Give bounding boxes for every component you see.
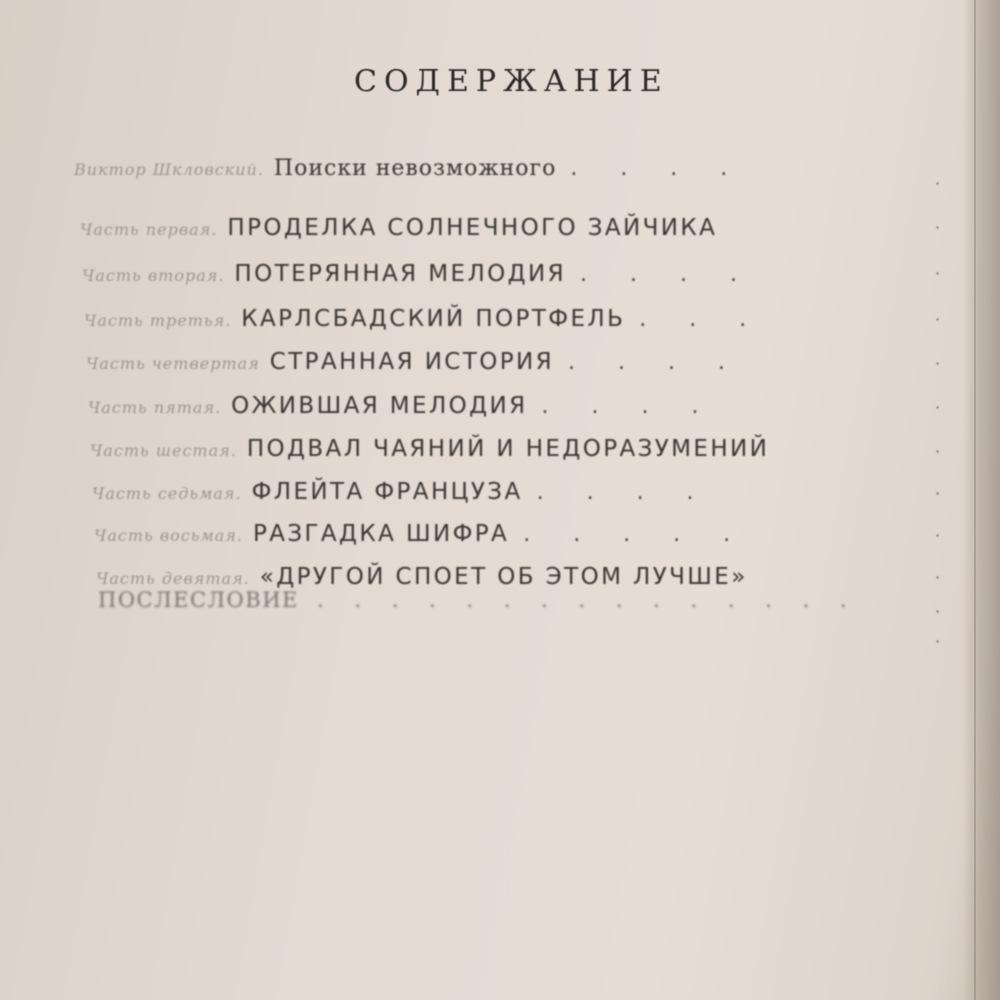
toc-dot-leader: . . . . xyxy=(570,156,746,181)
toc-entry-afterword xyxy=(98,588,859,612)
toc-entry-part-2 xyxy=(82,261,755,287)
toc-entry-title: ПРОДЕЛКА СОЛНЕЧНОГО ЗАЙЧИКА xyxy=(227,215,718,241)
toc-entry-title: «ДРУГОЙ СПОЕТ ОБ ЭТОМ ЛУЧШЕ» xyxy=(259,564,748,590)
toc-entry-title: Поиски невозможного xyxy=(273,156,557,181)
toc-entry-title: ПОТЕРЯННАЯ МЕЛОДИЯ xyxy=(234,261,566,287)
toc-entry-title: РАЗГАДКА ШИФРА xyxy=(252,521,510,547)
toc-entry-label: Часть шестая. xyxy=(90,441,237,460)
toc-entry-part-5 xyxy=(88,393,717,419)
toc-entry-part-7 xyxy=(92,479,712,505)
toc-dot-leader: . . . . xyxy=(580,262,755,287)
page-number-marks: · · · · · · · · · · · · xyxy=(935,174,941,651)
toc-entry-part-1 xyxy=(80,215,731,241)
toc-entry-title: ФЛЕЙТА ФРАНЦУЗА xyxy=(251,479,523,505)
toc-entry-label: Часть вторая. xyxy=(82,266,225,285)
toc-entry-title: СТРАННАЯ ИСТОРИЯ xyxy=(269,349,554,375)
toc-entry-part-4 xyxy=(86,349,743,375)
toc-dot-leader: . . . . . . . . . . . . . . . xyxy=(317,588,859,612)
toc-entry-label: Виктор Шкловский. xyxy=(74,160,264,179)
contents-heading: СОДЕРЖАНИЕ xyxy=(354,64,669,99)
toc-dot-leader: . . . . xyxy=(536,480,712,505)
toc-dot-leader: . . . . xyxy=(541,394,717,419)
toc-entry-title: ПОСЛЕСЛОВИЕ xyxy=(98,588,299,612)
toc-entry-foreword xyxy=(74,156,745,181)
toc-entry-part-9 xyxy=(96,564,762,590)
toc-entry-part-3 xyxy=(84,306,764,332)
toc-entry-label: Часть пятая. xyxy=(88,398,222,417)
toc-entry-part-8 xyxy=(94,521,748,547)
toc-entry-label: Часть первая. xyxy=(80,220,218,239)
toc-entry-title: КАРЛСБАДСКИЙ ПОРТФЕЛЬ xyxy=(241,306,626,332)
toc-entry-part-6 xyxy=(90,436,783,462)
toc-entry-label: Часть седьмая. xyxy=(92,484,242,503)
toc-entry-label: Часть восьмая. xyxy=(94,526,243,545)
toc-dot-leader: . . . . . xyxy=(523,522,749,547)
toc-dot-leader: . . . . xyxy=(567,350,743,375)
toc-entry-label: Часть третья. xyxy=(84,311,232,330)
toc-entry-title: ОЖИВШАЯ МЕЛОДИЯ xyxy=(231,393,528,419)
toc-entry-label: Часть девятая. xyxy=(96,569,250,588)
toc-entry-title: ПОДВАЛ ЧАЯНИЙ И НЕДОРАЗУМЕНИЙ xyxy=(246,436,770,462)
toc-entry-label: Часть четвертая xyxy=(86,354,260,373)
toc-dot-leader: . . . xyxy=(639,307,765,332)
